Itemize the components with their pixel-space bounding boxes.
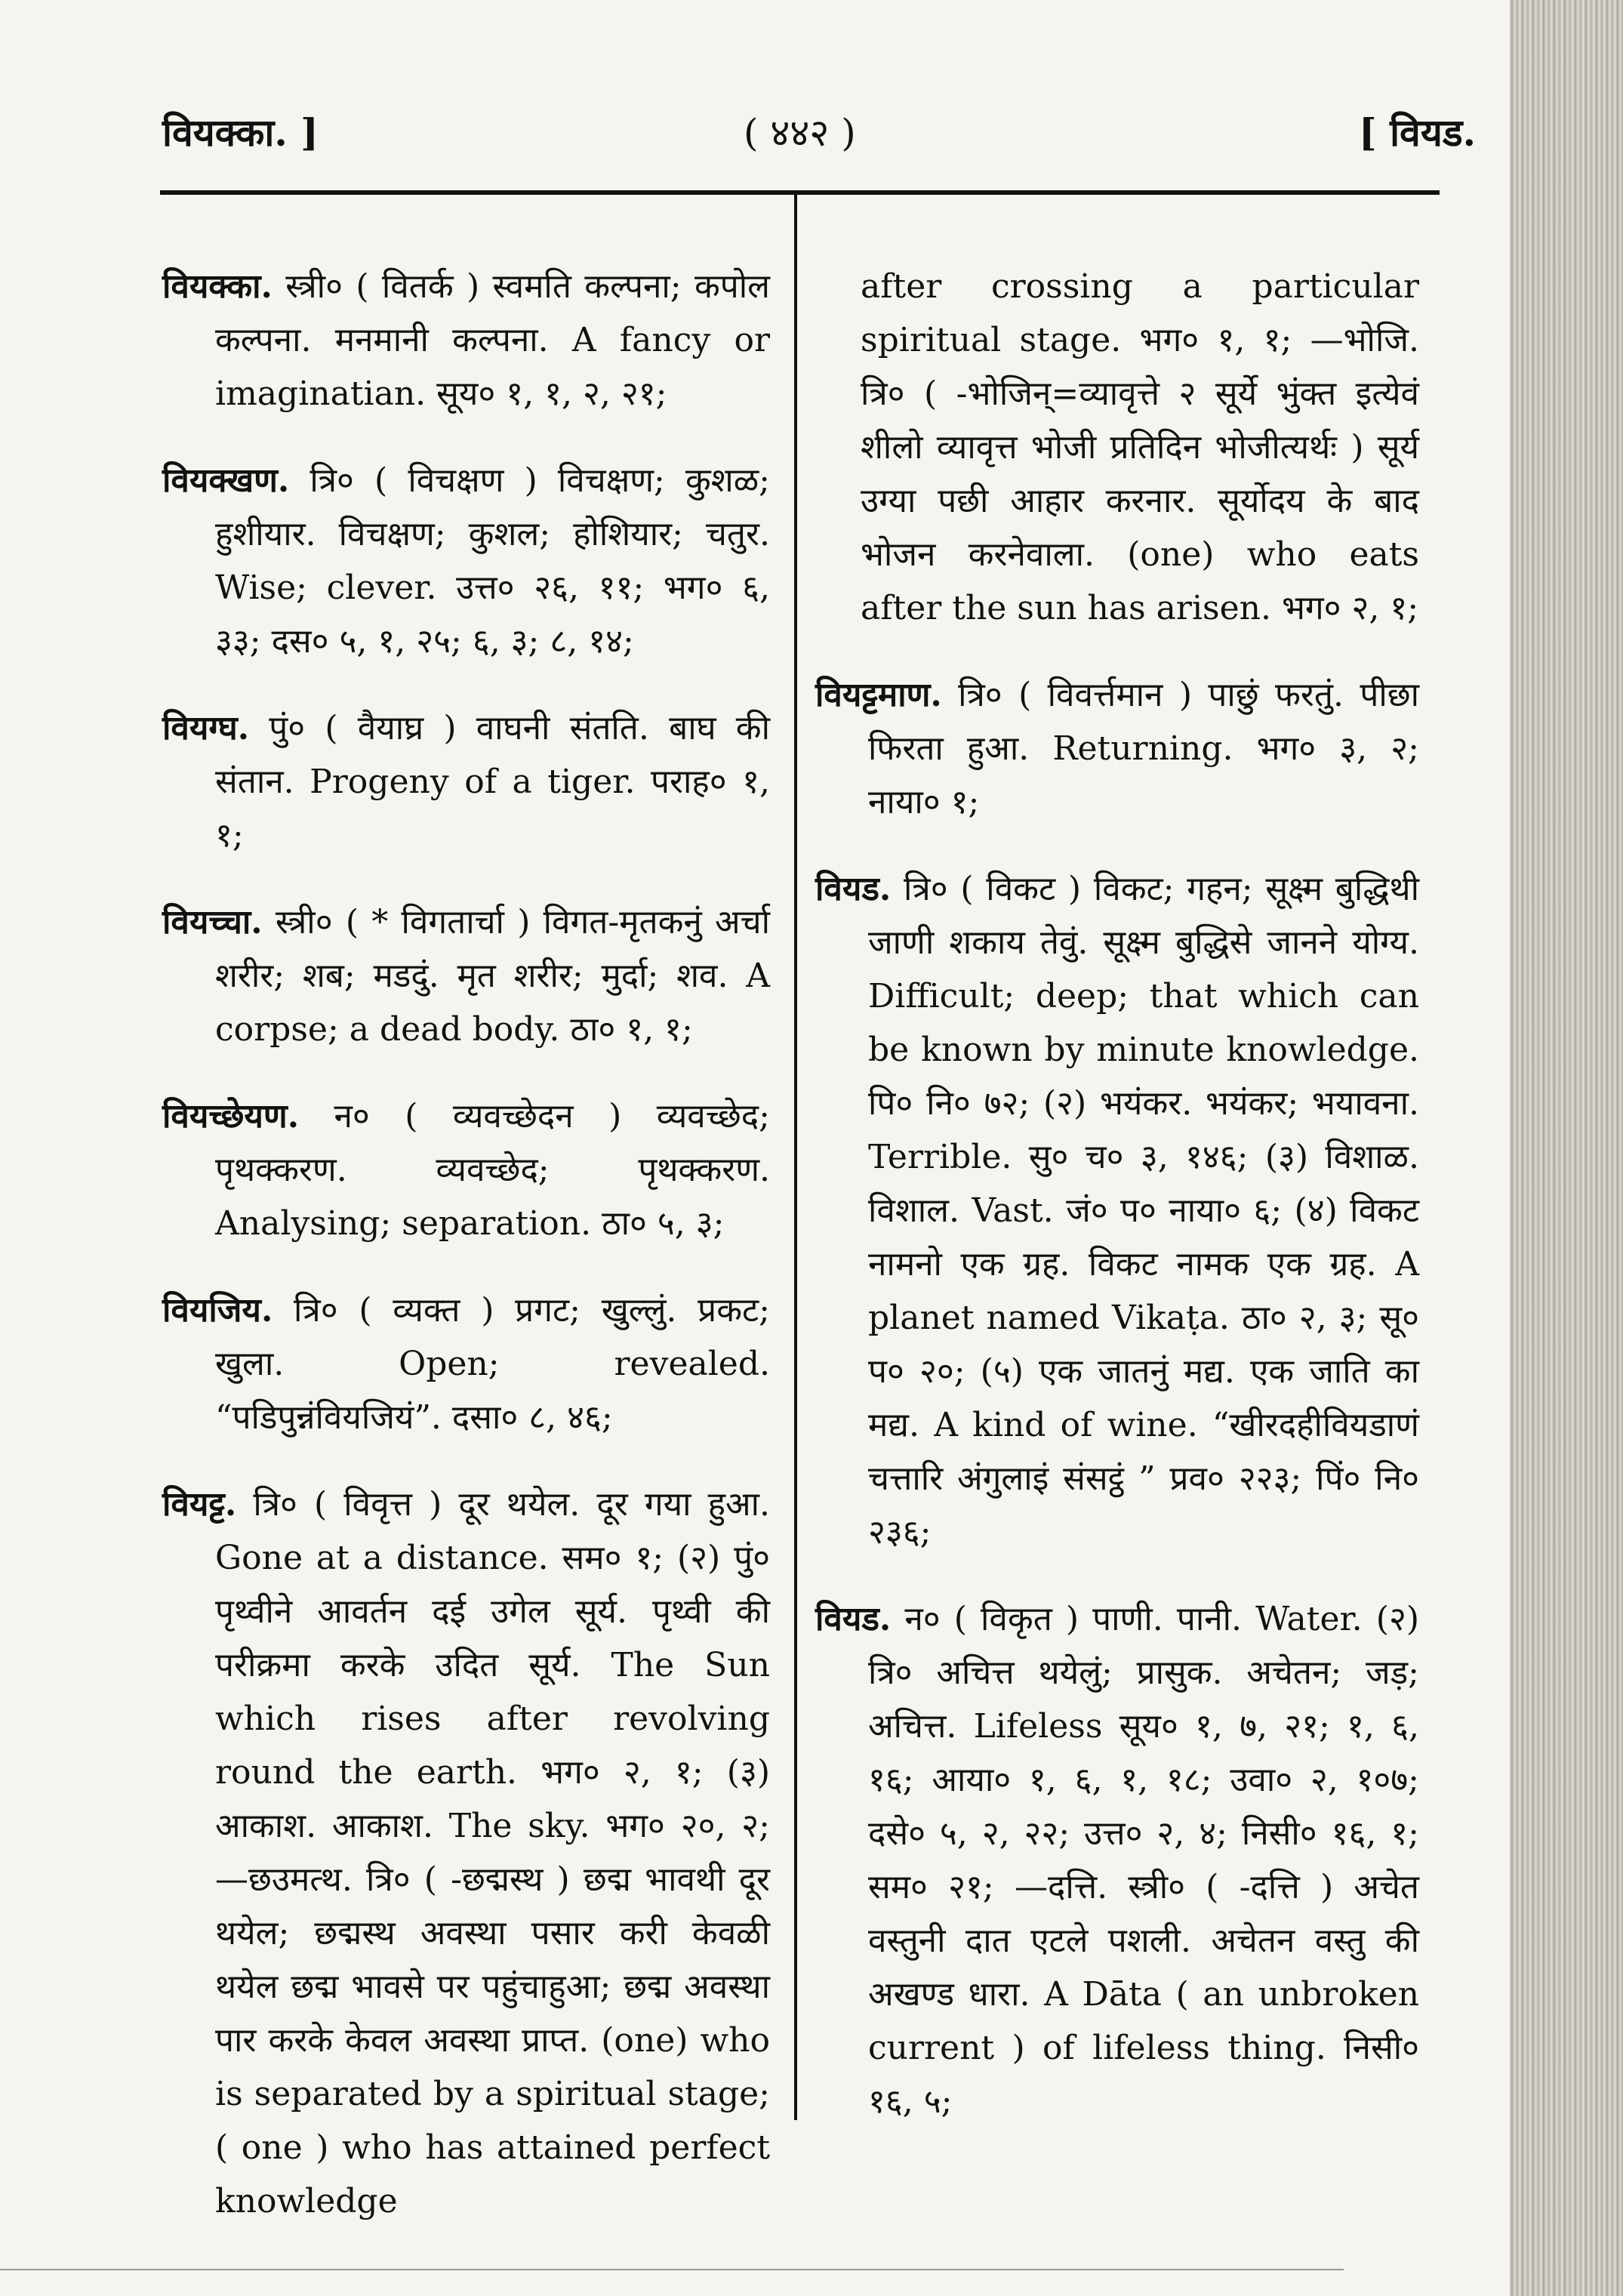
entry-body: त्रि० ( विवृत्त ) दूर थयेल. दूर गया हुआ. Gone at a distance. सम० १; (२) पुं० पृथ्वीने आवर्तन दई उगेल सूर्य. पृथ्वी की परीक्रमा करके उदित सूर्य. The Sun which rises after revolving round the earth. भग० २, १; (३) आकाश. आकाश. The sky. भग० २०, २; —छउमत्थ. त्रि० ( -छद्मस्थ ) छद्म भावथी दूर थयेल; छद्मस्थ अवस्था पसार करी केवळी थयेल छद्म भावसे पर पहुंचाहुआ; छद्म अवस्था पार करके केवल अवस्था प्राप्त. (one) who is separated by a spiritual stage; ( one ) who has attained perfect knowledge xyxy=(215,1485,770,2220)
entry-headword: वियक्का. xyxy=(162,267,273,306)
page-header xyxy=(162,106,1476,174)
dictionary-entry xyxy=(815,668,1419,829)
entry-body: स्त्री० ( वितर्क ) स्वमति कल्पना; कपोल कल्पना. मनमानी कल्पना. A fancy or imaginatian. सूय० १, १, २, २१; xyxy=(215,267,770,413)
entry-headword: वियड. xyxy=(815,870,892,908)
entry-headword: वियच्छेयण. xyxy=(162,1097,300,1136)
dictionary-entry xyxy=(815,1592,1419,2128)
dictionary-entry xyxy=(815,862,1419,1559)
page-number: ( ४४२ ) xyxy=(744,111,856,155)
entry-body: त्रि० ( व्यक्त ) प्रगट; खुल्लुं. प्रकट; खुला. Open; revealed. “पडिपुन्नंवियजियं”. दसा० ८, ४६; xyxy=(215,1291,770,1437)
entry-headword: वियच्चा. xyxy=(162,903,263,942)
entry-body: स्त्री० ( * विगतार्चा ) विगत-मृतकनुं अर्चा शरीर; शब; मडदुं. मृत शरीर; मुर्दा; शव. A corpse; a dead body. ठा० १, १; xyxy=(215,903,770,1049)
dictionary-entry xyxy=(162,701,770,862)
entry-headword: वियजिय. xyxy=(162,1291,273,1330)
dictionary-entry xyxy=(162,1089,770,1250)
header-rule xyxy=(160,190,1440,195)
entry-headword: वियड. xyxy=(815,1600,892,1638)
right-column xyxy=(815,227,1419,2134)
entry-body: त्रि० ( विकट ) विकट; गहन; सूक्ष्म बुद्धिथी जाणी शकाय तेवुं. सूक्ष्म बुद्धिसे जानने योग्य. Difficult; deep; that which can be known by minute knowledge. पि० नि० ७२; (२) भयंकर. भयंकर; भयावना. Terrible. सु० च० ३, १४६; (३) विशाळ. विशाल. Vast. जं० प० नाया० ६; (४) विकट नामनो एक ग्रह. विकट नामक एक ग्रह. A planet named Vikaṭa. ठा० २, ३; सू० प० २०; (५) एक जातनुं मद्य. एक जाति का मद्य. A kind of wine. “खीरदहीवियडाणं चत्तारि अंगुलाइं संसट्ठं ” प्रव० २२३; पिं० नि० २३६; xyxy=(868,870,1419,1552)
page-edge-shadow xyxy=(1510,0,1623,2296)
header-first-word: वियक्का. ] xyxy=(162,110,319,155)
entry-body: त्रि० ( विचक्षण ) विचक्षण; कुशळ; हुशीयार. विचक्षण; कुशल; होशियार; चतुर. Wise; clever. उत्त० २६, ११; भग० ६, ३३; दस० ५, १, २५; ६, ३; ८, १४; xyxy=(215,461,770,661)
left-column xyxy=(162,227,770,2234)
header-last-word: [ वियड. xyxy=(1359,110,1476,155)
entry-body: त्रि० ( विवर्त्तमान ) पाछुं फरतुं. पीछा फिरता हुआ. Returning. भग० ३, २; नाया० १; xyxy=(868,676,1419,821)
entry-body: न० ( विकृत ) पाणी. पानी. Water. (२) त्रि० अचित्त थयेलुं; प्रासुक. अचेतन; जड़; अचित्त. Lifeless सूय० १, ७, २१; १, ६, १६; आया० १, ६, १, १८; उवा० २, १०७; दसे० ५, २, २२; उत्त० २, ४; निसी० १६, १; सम० २१; —दत्ति. स्त्री० ( -दत्ति ) अचेत वस्तुनी दात एटले पशली. अचेतन वस्तु की अखण्ड धारा. A Dāta ( an unbroken current ) of lifeless thing. निसी० १६, ५; xyxy=(868,1600,1419,2121)
entry-body: पुं० ( वैयाघ्र ) वाघनी संतति. बाघ की संतान. Progeny of a tiger. पराह० १, १; xyxy=(215,709,770,855)
entry-continuation: after crossing a particular spiritual stage. भग० १, १; —भोजि. त्रि० ( -भोजिन्=व्यावृत्ते २ सूर्ये भुंक्त इत्येवं शीलो व्यावृत्त भोजी प्रतिदिन भोजीत्यर्थः ) सूर्य उग्या पछी आहार करनार. सूर्योदय के बाद भोजन करनेवाला. (one) who eats after the sun has arisen. भग० २, १; xyxy=(861,267,1419,627)
dictionary-entry xyxy=(162,1478,770,2228)
column-divider xyxy=(794,195,797,2120)
entry-body: न० ( व्यवच्छेदन ) व्यवच्छेद; पृथक्करण. व्यवच्छेद; पृथक्करण. Analysing; separation. ठा० ५, ३; xyxy=(215,1097,770,1243)
entry-headword: वियक्खण. xyxy=(162,461,290,500)
dictionary-entry xyxy=(162,895,770,1056)
entry-headword: वियट्टमाण. xyxy=(815,676,942,714)
dictionary-entry xyxy=(162,454,770,668)
entry-headword: वियग्घ. xyxy=(162,709,250,747)
footer-rule xyxy=(0,2269,1344,2270)
entry-headword: वियट्ट. xyxy=(162,1485,237,1524)
dictionary-entry xyxy=(162,1284,770,1444)
dictionary-entry xyxy=(162,260,770,421)
